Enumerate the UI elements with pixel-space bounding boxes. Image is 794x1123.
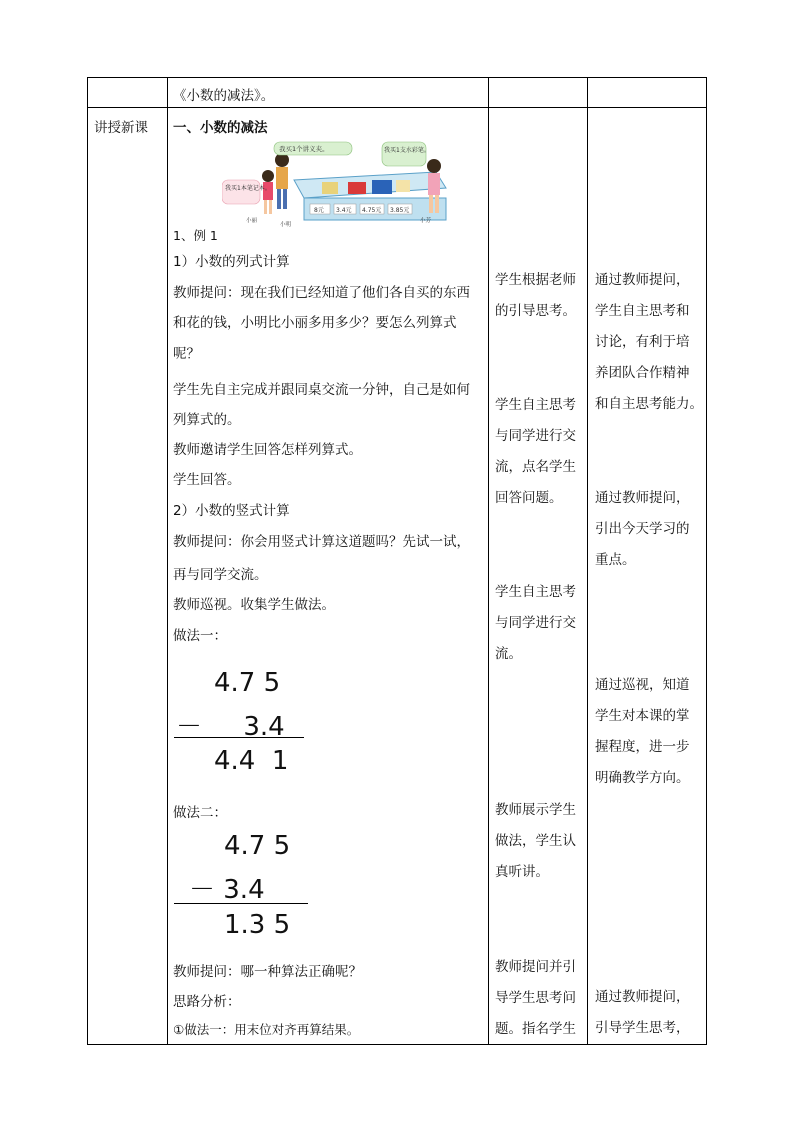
col4-line: 重点。: [595, 552, 636, 568]
paragraph-line: 教师提问：现在我们已经知道了他们各自买的东西: [173, 285, 470, 301]
calc2-result: 1.3 5: [224, 910, 291, 940]
col4-line: 通过教师提问，: [595, 989, 690, 1005]
col4-line: 通过巡视，知道: [595, 677, 690, 693]
col4-line: 通过教师提问，: [595, 272, 690, 288]
table-divider-1: [167, 77, 168, 1045]
calc1-result: 4.4 1: [214, 746, 289, 776]
shopping-illustration: [222, 140, 452, 228]
col3-line: 的引导思考。: [495, 303, 576, 319]
table-divider-2: [488, 77, 489, 1045]
col3-line: 学生自主思考: [495, 584, 576, 600]
col4-line: 学生对本课的掌: [595, 708, 690, 724]
col4-line: 引导学生思考，: [595, 1020, 690, 1036]
col3-line: 真听讲。: [495, 864, 549, 880]
col3-block: [495, 952, 576, 1045]
name-label: 小丽: [246, 218, 258, 224]
table-divider-3: [587, 77, 588, 1045]
col3-block: [495, 577, 576, 670]
table-border-top: [87, 77, 707, 78]
speech-bubble: 我买1个讲义夹。: [279, 145, 329, 153]
col3-line: 流。: [495, 646, 522, 662]
col4-line: 养团队合作精神: [595, 365, 690, 381]
paragraph-line: ①做法一：用末位对齐再算结果。: [173, 1022, 360, 1037]
calc2-top: 4.7 5: [224, 831, 291, 861]
col3-block: [495, 795, 576, 888]
calc1-mid: － 3.4: [176, 712, 285, 742]
col3-line: 教师提问并引: [495, 959, 576, 975]
col4-block: [595, 483, 690, 576]
col4-block: [595, 670, 690, 794]
paragraph-line: 和花的钱，小明比小丽多用多少？要怎么列算式: [173, 315, 457, 331]
speech-bubble: 我买1支水彩笔。: [384, 147, 430, 154]
col3-line: 与同学进行交: [495, 428, 576, 444]
speech-bubble: 我买1本笔记本。: [225, 185, 271, 192]
method-label: 做法二：: [173, 805, 227, 821]
col3-line: 学生自主思考: [495, 397, 576, 413]
table-border-right: [706, 77, 707, 1045]
subheading: 1）小数的列式计算: [173, 254, 290, 270]
col4-line: 引出今天学习的: [595, 521, 690, 537]
price-tag: 3.85元: [390, 207, 410, 214]
col3-line: 流，点名学生: [495, 459, 576, 475]
paragraph-line: 学生先自主完成并跟同桌交流一分钟，自己是如何: [173, 382, 470, 398]
col3-line: 学生根据老师: [495, 272, 576, 288]
col4-line: 讨论，有利于培: [595, 334, 690, 350]
paragraph-line: 列算式的。: [173, 412, 241, 428]
price-tag: 4.75元: [362, 207, 382, 214]
col4-line: 和自主思考能力。: [595, 396, 703, 412]
calc1-rule: [174, 737, 304, 738]
col3-line: 与同学进行交: [495, 615, 576, 631]
paragraph-line: 呢？: [173, 346, 200, 362]
table-row-divider: [87, 107, 707, 108]
col3-block: [495, 390, 576, 514]
name-label: 小明: [280, 222, 292, 228]
col4-line: 学生自主思考和: [595, 303, 690, 319]
col4-line: 明确教学方向。: [595, 770, 690, 786]
col3-line: 题。指名学生: [495, 1021, 576, 1037]
paragraph-line: 教师提问：哪一种算法正确呢？: [173, 964, 362, 980]
method-label: 做法一：: [173, 628, 227, 644]
name-label: 小芳: [420, 218, 432, 224]
col4-line: 通过教师提问，: [595, 490, 690, 506]
paragraph-line: 思路分析：: [173, 994, 241, 1010]
price-tag: 3.4元: [336, 207, 352, 214]
table-border-bottom: [87, 1044, 707, 1045]
table-border-left: [87, 77, 88, 1045]
paragraph-line: 教师邀请学生回答怎样列算式。: [173, 442, 362, 458]
col3-line: 教师展示学生: [495, 802, 576, 818]
col3-line: 回答问题。: [495, 490, 563, 506]
col3-line: 做法，学生认: [495, 833, 576, 849]
calc2-rule: [174, 903, 308, 904]
subheading: 2）小数的竖式计算: [173, 503, 290, 519]
price-tag: 8元: [314, 207, 324, 214]
section-title: 一、小数的减法: [173, 120, 268, 136]
paragraph-line: 学生回答。: [173, 472, 241, 488]
example-label: 1、例 1: [173, 228, 218, 243]
row1-text: 《小数的减法》。: [173, 88, 275, 104]
paragraph-line: 教师巡视。收集学生做法。: [173, 597, 335, 613]
calc1-top: 4.7 5: [214, 668, 281, 698]
paragraph-line: 再与同学交流。: [173, 567, 268, 583]
section-label: 讲授新课: [94, 120, 148, 136]
paragraph-line: 教师提问：你会用竖式计算这道题吗？先试一试，: [173, 534, 470, 550]
col3-block: [495, 265, 576, 327]
col4-line: 握程度，进一步: [595, 739, 690, 755]
col4-block: [595, 982, 690, 1044]
calc2-mid: － 3.4: [189, 875, 265, 905]
col3-line: 导学生思考问: [495, 990, 576, 1006]
col4-block: [595, 265, 703, 420]
